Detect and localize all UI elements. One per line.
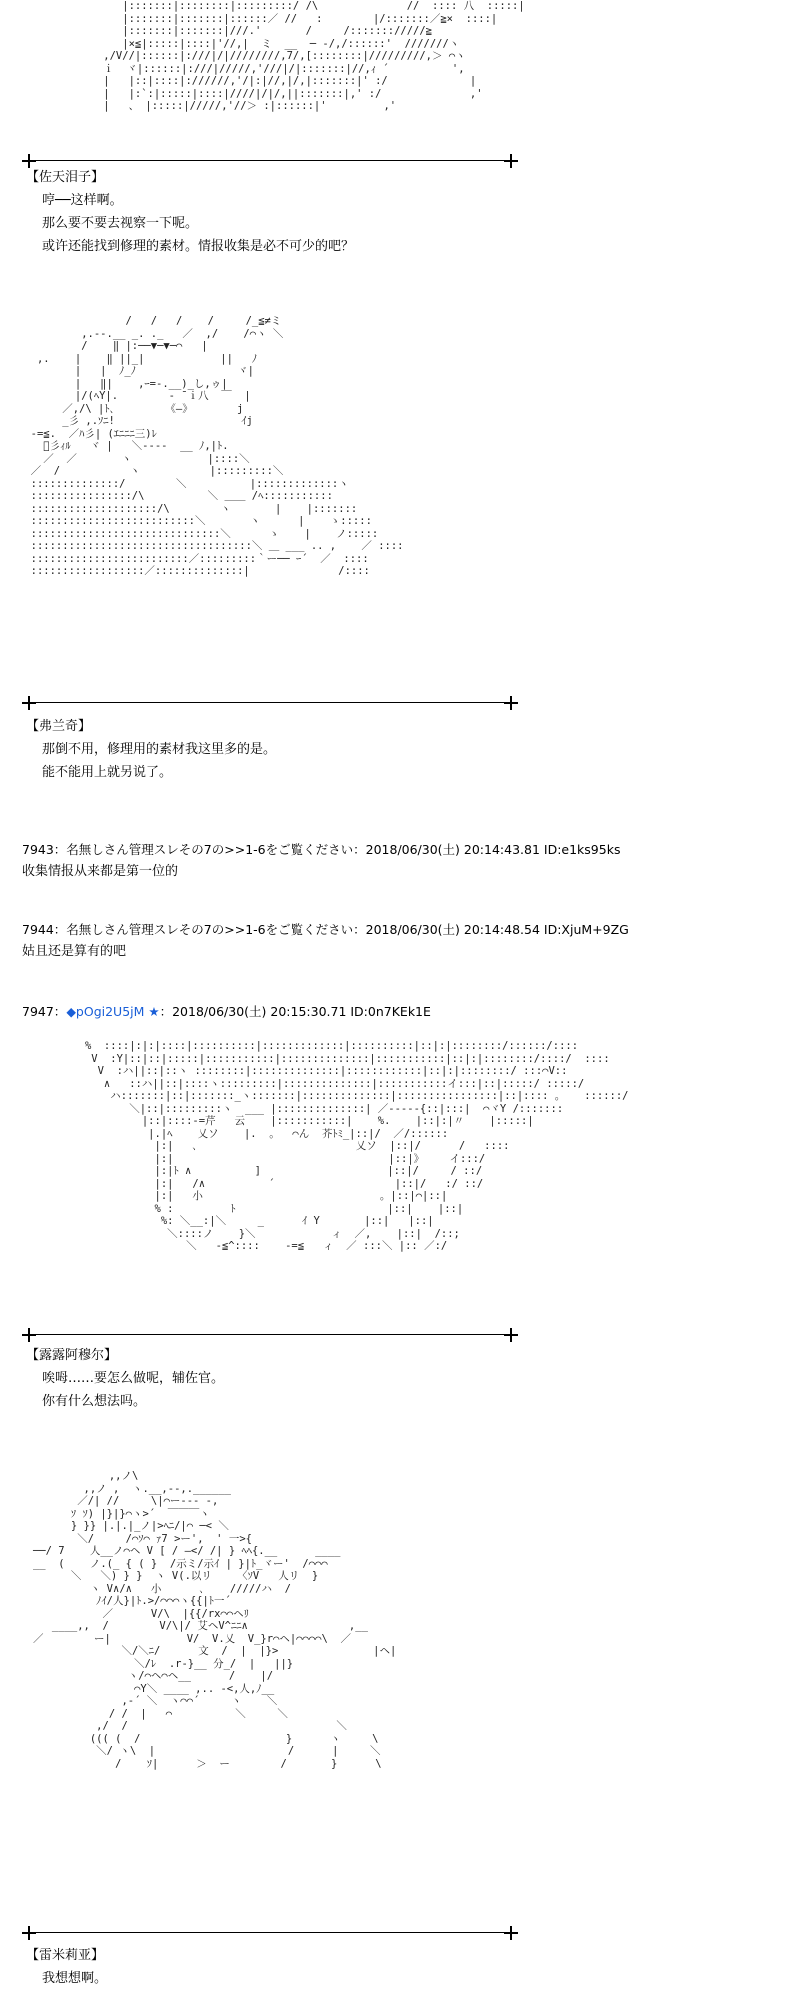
speaker-name: 【露露阿穆尔】 xyxy=(26,1348,118,1363)
post-header: 7943：名無しさん管理スレその7の>>1-6をご覧ください：2018/06/30(土) 20:14:43.81 ID:e1ks95ks xyxy=(22,842,621,857)
post-body: 姑且还是算有的吧 xyxy=(22,944,127,959)
separator-right-cross xyxy=(504,696,518,710)
dialog-line: 那么要不要去视察一下呢。 xyxy=(42,216,199,231)
post-body: 收集情报从来都是第一位的 xyxy=(22,864,179,879)
post-header xyxy=(22,1004,431,1020)
post-number: 7947： xyxy=(22,1004,67,1019)
separator-right-cross xyxy=(504,1926,518,1940)
separator-right-cross xyxy=(504,154,518,168)
separator-left-cross xyxy=(22,154,36,168)
dialog-line: 或许还能找到修理的素材。情报收集是必不可少的吧？ xyxy=(42,239,355,254)
separator-line xyxy=(28,160,511,161)
dialog-line: 哼──这样啊。 xyxy=(42,193,123,208)
ascii-art-lulu: % ::::|:|:|::::|::::::::::|:::::::::::::|::::::::::|::|:|::::::::/::::::/:::: V :Y|::|::|:::::|:::::::::::|::::::::::::::|:::::::::::|::|:|::::::::/::::/ :::: V :ハ||::|::ヽ ::::::::|::::::::::::::|::::::::::::|::|:|::::::::/ :::⌒V:: ∧ ::ハ||::|::::ヽ:::::::::|::::::::::::::|:::::::::::イ:::|::|:::::/ :::::/ ハ:::::::|::|:::::::_ヽ:::::::|::::::::::::::|::::::::::::::::|::|:::: 。 ::::::/ ＼|::|:::::::::ヽ ___ |::::::::::::::| ／-----{::|:::| ⌒ヾY /::::::: |::|::::-=芹 云 |:::::::::::| %. |::|:|〃 |:::::| |.|ﾍ 乂ソ |. 。 ⌒ん 芥ﾄﾐ_|::|/ ／/:::::: |:| ､ 乂ソ |::|/ / :::: |:| |::|》 イ:::/ |:|ﾄ ∧ ] |::|/ / ::/ |:| /∧ ´ |::|/ :/ ::/ |:| 小 。|::|⌒|::| % : ﾄ |::| |::| %: ＼__:|＼ _ ｲ Y |::| |::| ＼::::ノ }＼ ィ ／, |::| /::; ＼ -≦^:::: -=≦ ィ ／ :::＼ |:: ／:/ xyxy=(84,1040,629,1252)
separator-right-cross xyxy=(504,1328,518,1342)
post-header: 7944：名無しさん管理スレその7の>>1-6をご覧ください：2018/06/30(土) 20:14:48.54 ID:XjuM+9ZG xyxy=(22,922,629,937)
speaker-name: 【弗兰奇】 xyxy=(26,719,92,734)
ascii-art-remilia: ,,ノ\ ,,ノ , ヽ.__,--,.______ ／/| // \|⌒ー--- -, ｿ ｿ) |}|}⌒ヽ>´ ￣￣￣ヽ } }} |.|.|_ノ|>ﾍﾆ/|⌒ ─< ＼ ＼/ /⌒ｿ⌒ ｧ7 >ー', ' 一>{ ──/ 7 人__ノ⌒ヘ V [ / ―</ /| } ﾍﾍ{.__ ____ __ ( ノ.(_ { ( } /示ミ/示ｲ | }|ﾄ_ヾー' /⌒⌒⌒ ＼ ＼) } } ヽ V(.以リ 〈ｿV 人リ } ヽ V∧/∧ 小 ､ /////ハ / ﾉｲ/人}|ﾄ.>/⌒⌒⌒ヽ{{|ﾄ一´ ／ V/\ |{{/rx⌒⌒ヘﾘ ____,, / V/\|/ 艾ヘV^ﾆﾆ∧ ,__ ／ ー| V/ V.乂 V_}r⌒ヘ|⌒⌒⌒⌒\ ／ ＼/＼ﾆ/ 文 / | |}> |ヘ| ＼/ﾚ .r-}__ 分_/ | ||} ヽ/⌒ヘ⌒ヘ__ / |/ ⌒Y＼ ____ ,.. -<,人,ﾉ__ ,-´ ＼ ヽ⌒⌒´ ヽ ＼ / / | ⌒ ＼ ＼ ,/ / ＼ ((( ( / } ヽ \ ＼/ ヽ\ | / | ＼ / ｿ| ＞ ー / } \ xyxy=(32,1470,397,1770)
separator-left-cross xyxy=(22,696,36,710)
separator-left-cross xyxy=(22,1926,36,1940)
speaker-name: 【佐天泪子】 xyxy=(26,170,105,185)
separator-line xyxy=(28,1334,511,1335)
dialog-line: 那倒不用，修理用的素材我这里多的是。 xyxy=(42,742,277,757)
dialog-line: 能不能用上就另说了。 xyxy=(42,765,173,780)
ascii-art-franky: / / / / /_≦≠ミ ,.--.__ _. ._ ／ ,/ /⌒ヽ ＼ / ‖ |:──▼─▼─⌒ | ,. | ‖ ||_| || ﾉ | | ﾉ_ﾉ ヾ| | ‖| ,ｰ=-.__)_し,ゥ| |/(ﾍY|. ‐ ̄ ｉ八 ￣ | ／,/\ |ﾄ､ 《―》 j _彡 ,.ｿﾆ! ｲj ‐=≦. ／ﾊ彡| (ｴﾆﾆﾆ三)ﾚ ゙彡ｨﾙ ヾ | ＼---- __ ﾉ,|ﾄ. ／ ／ ヽ |::::＼ ／ / ヽ |:::::::::＼ ::::::::::::::/ ＼ |:::::::::::::ヽ ::::::::::::::::/\ ＼ ＿＿ /ﾍ::::::::::: ::::::::::::::::::::/\ ヽ | |::::::: ::::::::::::::::::::::::::＼ ヽ | ゝ::::: ::::::::::::::::::::::::::::::＼ ゝ | ノ::::: :::::::::::::::::::::::::::::::::::＼ ＿ ___ .. , ／ :::: :::::::::::::::::::::::::／:::::::::｀ー── ｰ´ ／ :::: ::::::::::::::::::／::::::::::::::| /:::: xyxy=(30,315,404,577)
author-trip-link[interactable]: ◆pOgi2U5jM ★ xyxy=(66,1004,160,1019)
dialog-line: 你有什么想法吗。 xyxy=(42,1394,147,1409)
speaker-name: 【雷米莉亚】 xyxy=(26,1948,105,1963)
separator-left-cross xyxy=(22,1328,36,1342)
separator-line xyxy=(28,702,511,703)
dialog-line: 我想想啊。 xyxy=(42,1971,108,1986)
ascii-art-saten: |:::::::|::::::::|:::::::::/ /\ // :::: 八 :::::| |:::::::|:::::::|::::::／ // : |/:::::::／≧× ::::| |:::::::|:::::::|///.' / /::::::://///≧ |×≦|:::::|::::|'//,| ミ __ ─ -/,/::::::' ///////ヽ ,/V//|::::::|:///|/|////////,7/,[::::::::|/////////,＞ ⌒ヽ ｉ ヾ|::::::|:///|/////,'///|/|:::::::|//,ｨ ´ ', | |::|::::|://////,'/|:|//,|/,|:::::::|' :/ | | |:`:|:::::|::::|////|/|/,||:::::::|,' :/ ,' | 、 |:::::|/////,'//＞ :|::::::|' ,' xyxy=(103,0,525,112)
separator-line xyxy=(28,1932,511,1933)
dialog-line: 唉呣……要怎么做呢，辅佐官。 xyxy=(42,1371,225,1386)
post-meta: ：2018/06/30(土) 20:15:30.71 ID:0n7KEk1E xyxy=(159,1004,431,1019)
